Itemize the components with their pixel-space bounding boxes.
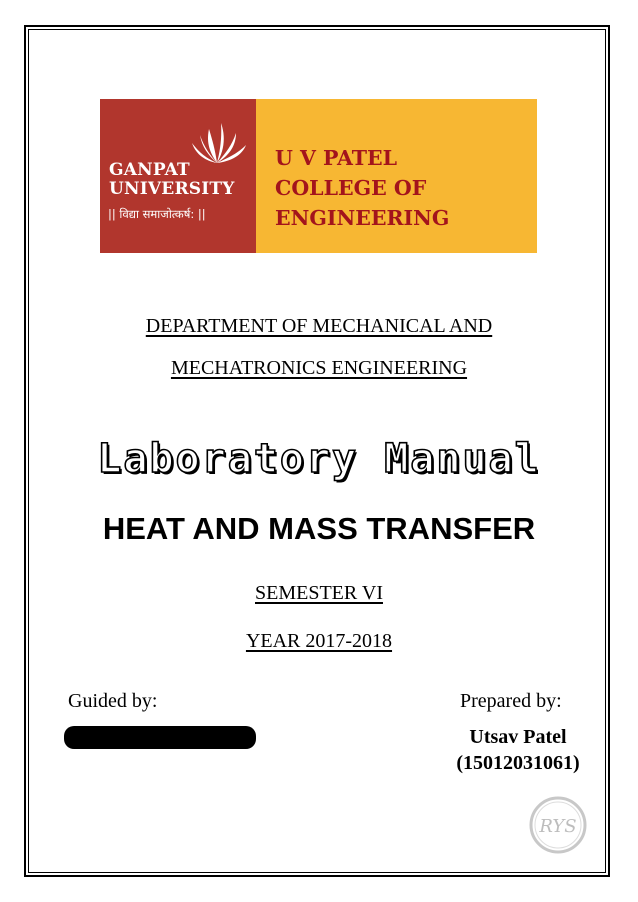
college-name [275,143,449,233]
watermark-text: RYS [539,816,577,837]
manual-title: Laboratory Manual [97,436,541,482]
rys-watermark-stamp [528,795,588,855]
department-line1: DEPARTMENT OF MECHANICAL AND [145,315,493,337]
university-name-line1: GANPAT [109,160,190,180]
guided-by-label: Guided by: [68,690,158,712]
flame-emblem-icon [186,119,248,165]
university-logo-panel [100,99,256,253]
college-logo-banner [100,99,537,253]
university-motto: || विद्या समाजोत्कर्ष: || [108,207,206,221]
semester: SEMESTER VI [255,582,383,604]
prepared-by-label: Prepared by: [460,690,562,712]
redacted-guide-name [64,726,256,749]
academic-year: YEAR 2017-2018 [245,630,393,652]
college-name-line3: ENGINEERING [275,206,450,230]
author-id: (15012031061) [456,752,580,774]
college-name-panel [256,99,537,253]
department-line2: MECHATRONICS ENGINEERING [170,357,468,379]
university-name-line2: UNIVERSITY [109,179,235,199]
author-name: Utsav Patel [469,726,567,748]
university-name [109,161,235,199]
college-name-line1: U V PATEL [275,146,398,170]
subject-title: HEAT AND MASS TRANSFER [102,511,536,546]
college-name-line2: COLLEGE OF [275,176,427,200]
